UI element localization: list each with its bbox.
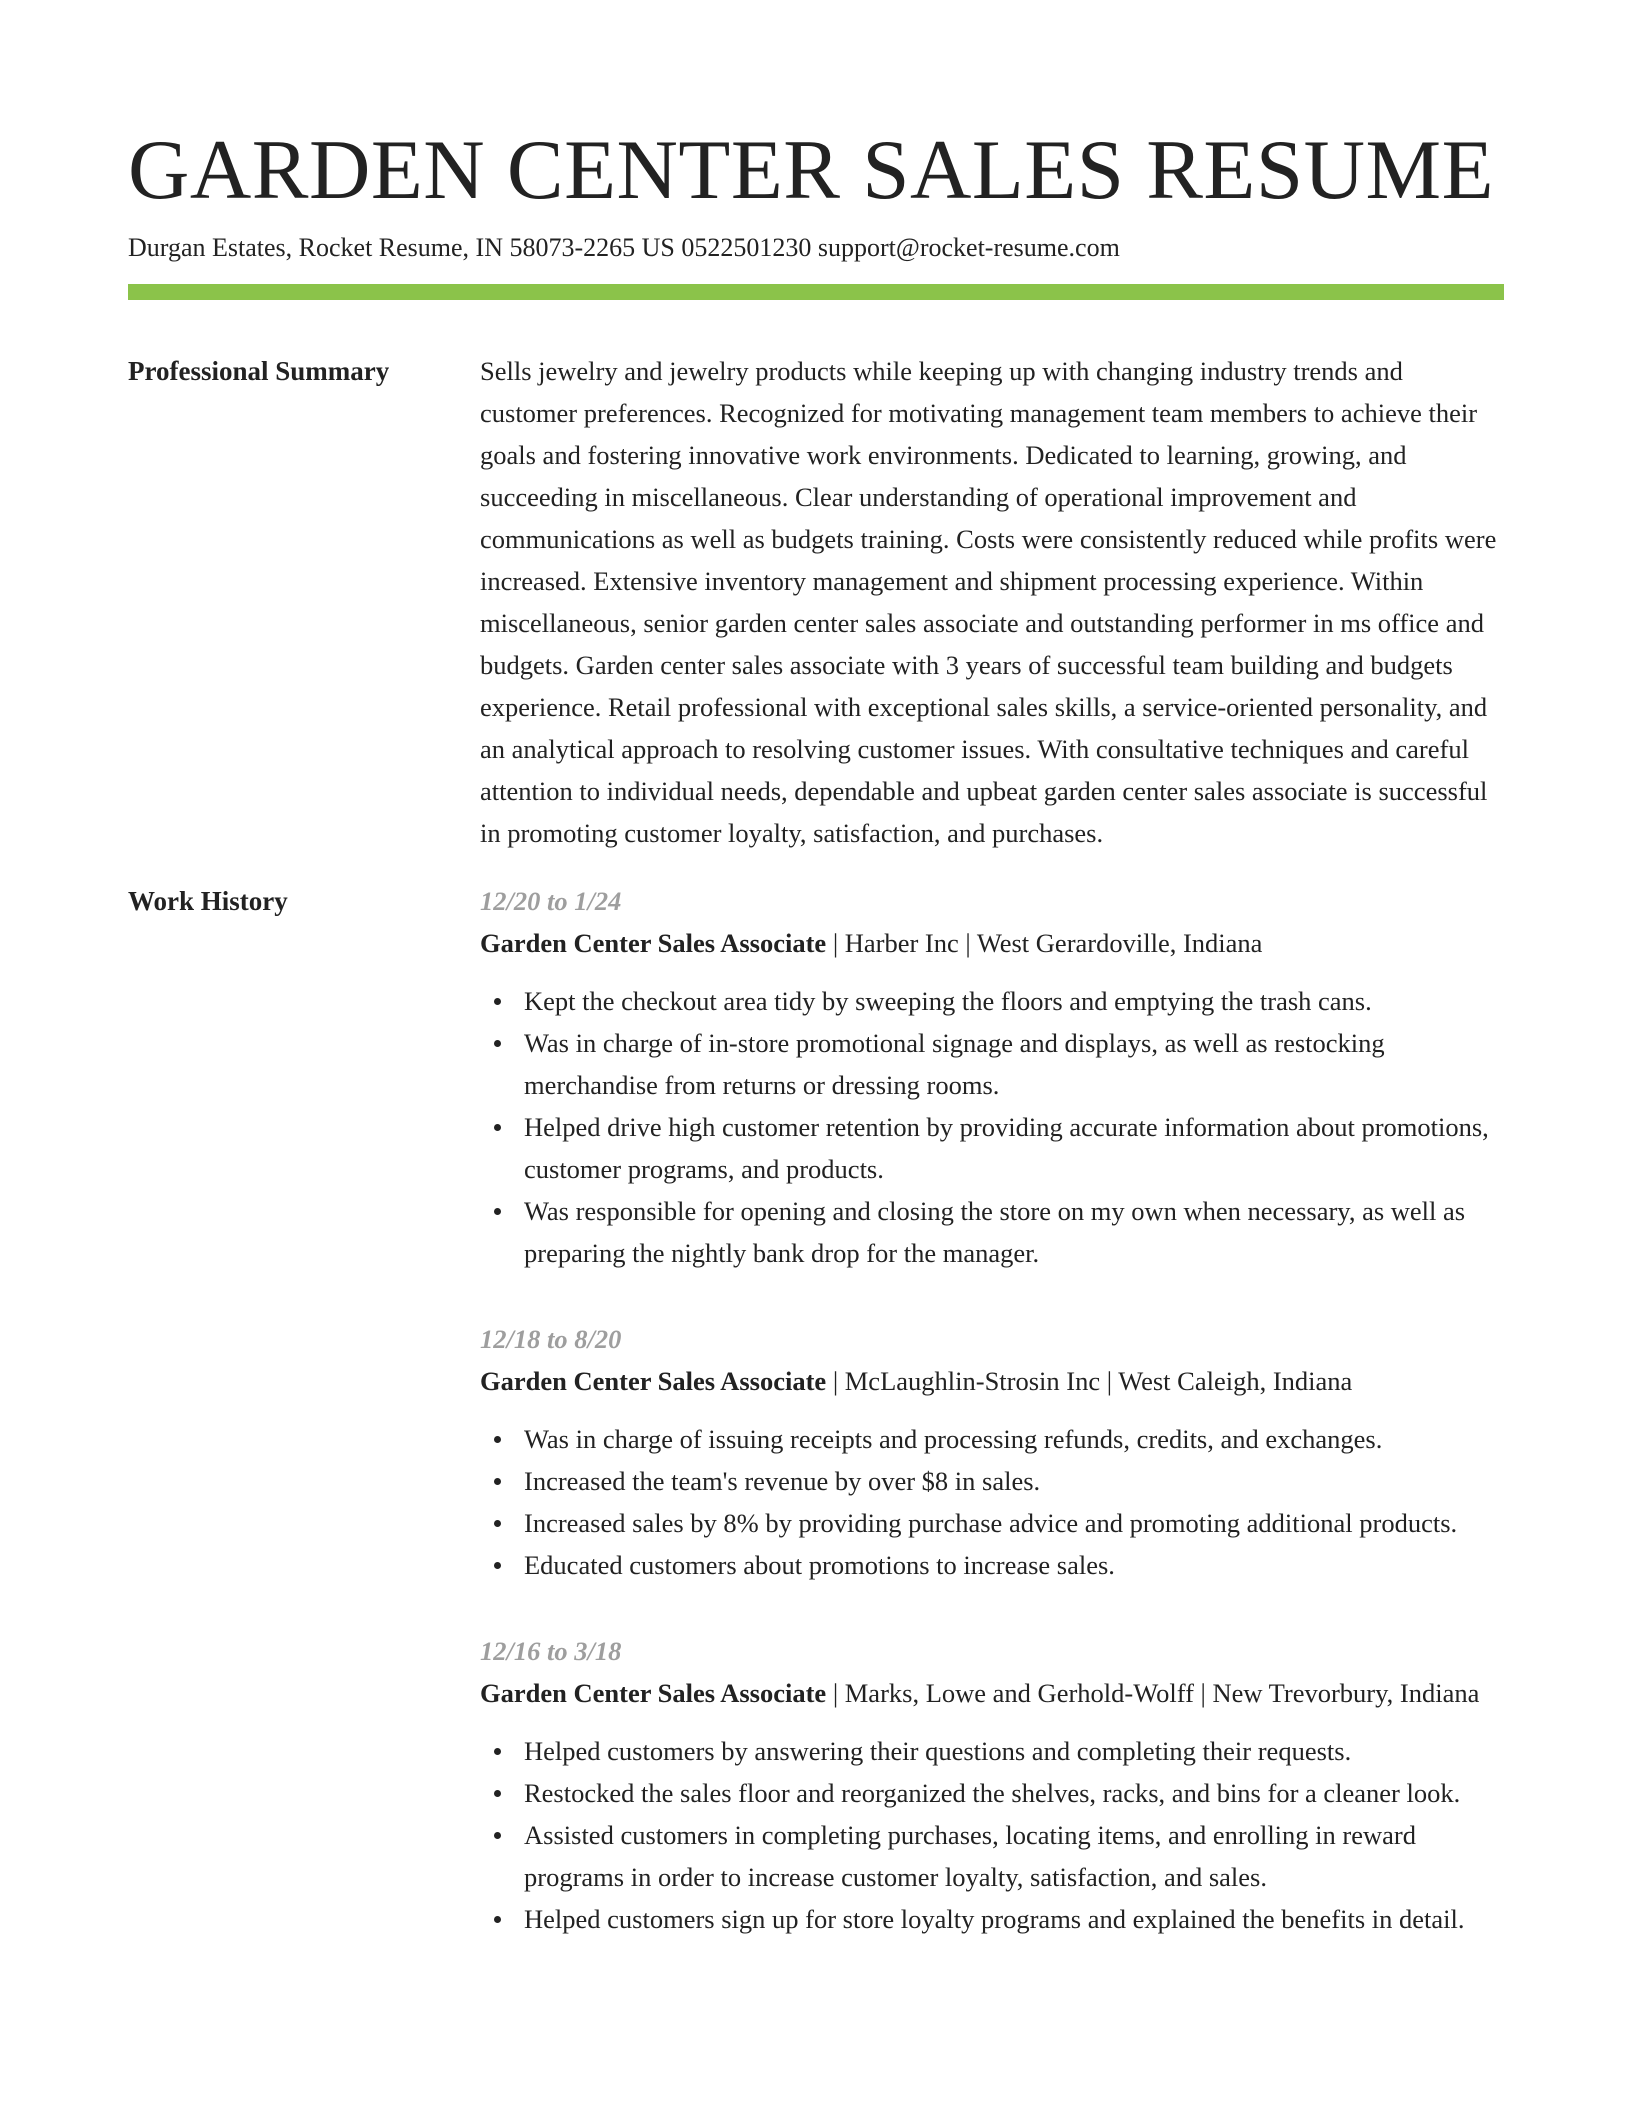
job-bullet: Was responsible for opening and closing the store on my own when necessary, as well as preparing the nightly bank drop for the manager.	[480, 1190, 1504, 1274]
job-entry	[480, 880, 1504, 1274]
job-bullet: Increased sales by 8% by providing purchase advice and promoting additional products.	[480, 1502, 1504, 1544]
job-bullet: Was in charge of in-store promotional signage and displays, as well as restocking merchandise from returns or dressing rooms.	[480, 1022, 1504, 1106]
job-bullet: Restocked the sales floor and reorganized the shelves, racks, and bins for a cleaner look.	[480, 1772, 1504, 1814]
work-body	[480, 880, 1504, 1984]
job-bullet: Kept the checkout area tidy by sweeping the floors and emptying the trash cans.	[480, 980, 1504, 1022]
job-heading	[480, 922, 1504, 964]
job-bullets	[480, 980, 1504, 1274]
job-bullets	[480, 1418, 1504, 1586]
job-title: Garden Center Sales Associate	[480, 928, 827, 958]
job-entry	[480, 1318, 1504, 1586]
section-label-work: Work History	[128, 886, 288, 916]
contact-line: Durgan Estates, Rocket Resume, IN 58073-2265 US 0522501230 support@rocket-resume.com	[128, 233, 1120, 262]
job-details: | Harber Inc | West Gerardoville, Indiana	[826, 928, 1263, 958]
job-heading	[480, 1672, 1504, 1714]
job-details: | Marks, Lowe and Gerhold-Wolff | New Trevorbury, Indiana	[826, 1678, 1480, 1708]
job-bullet: Educated customers about promotions to increase sales.	[480, 1544, 1504, 1586]
accent-divider	[128, 284, 1504, 300]
job-bullet: Helped customers by answering their questions and completing their requests.	[480, 1730, 1504, 1772]
job-details: | McLaughlin-Strosin Inc | West Caleigh, Indiana	[826, 1366, 1353, 1396]
summary-text: Sells jewelry and jewelry products while keeping up with changing industry trends and customer preferences. Recognized for motivating management team members to achieve their goals and fostering innovative work environments. Dedicated to learning, growing, and succeeding in miscellaneous. Clear understanding of operational improvement and communications as well as budgets training. Costs were consistently reduced while profits were increased. Extensive inventory management and shipment processing experience. Within miscellaneous, senior garden center sales associate and outstanding performer in ms office and budgets. Garden center sales associate with 3 years of successful team building and budgets experience. Retail professional with exceptional sales skills, a service-oriented personality, and an analytical approach to resolving customer issues. With consultative techniques and careful attention to individual needs, dependable and upbeat garden center sales associate is successful in promoting customer loyalty, satisfaction, and purchases.	[480, 356, 1497, 848]
resume-title: GARDEN CENTER SALES RESUME	[128, 123, 1494, 217]
job-bullet: Assisted customers in completing purchases, locating items, and enrolling in reward programs in order to increase customer loyalty, satisfaction, and sales.	[480, 1814, 1504, 1898]
job-bullet: Helped customers sign up for store loyalty programs and explained the benefits in detail.	[480, 1898, 1504, 1940]
job-bullet: Helped drive high customer retention by providing accurate information about promotions, customer programs, and products.	[480, 1106, 1504, 1190]
job-heading	[480, 1360, 1504, 1402]
job-dates: 12/20 to 1/24	[480, 886, 622, 916]
job-title: Garden Center Sales Associate	[480, 1366, 827, 1396]
job-bullet: Increased the team's revenue by over $8 in sales.	[480, 1460, 1504, 1502]
job-dates: 12/16 to 3/18	[480, 1636, 622, 1666]
section-label-summary: Professional Summary	[128, 356, 390, 386]
professional-summary-section	[128, 350, 1504, 854]
work-history-section	[128, 880, 1504, 1984]
job-bullet: Was in charge of issuing receipts and processing refunds, credits, and exchanges.	[480, 1418, 1504, 1460]
summary-body	[480, 350, 1504, 854]
job-entry	[480, 1630, 1504, 1940]
resume-page	[128, 0, 1504, 1984]
job-title: Garden Center Sales Associate	[480, 1678, 827, 1708]
job-dates: 12/18 to 8/20	[480, 1324, 622, 1354]
job-bullets	[480, 1730, 1504, 1940]
